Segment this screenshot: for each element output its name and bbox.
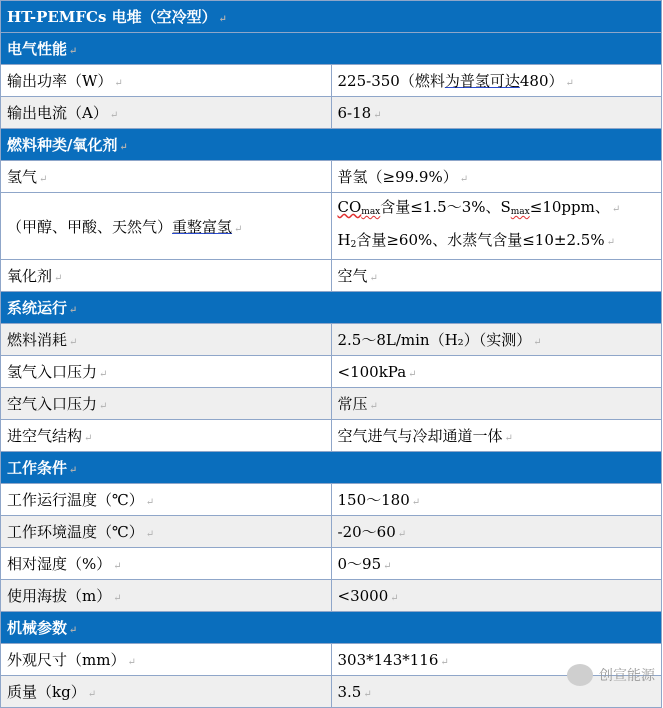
table-row bbox=[1, 193, 662, 260]
label-air-structure: 进空气结构 ↵ bbox=[1, 420, 332, 452]
watermark bbox=[567, 664, 655, 686]
label-power: 输出功率（W） ↵ bbox=[1, 65, 332, 97]
table-row bbox=[1, 644, 662, 676]
section-row bbox=[1, 33, 662, 65]
value-dimensions: 303*143*116 ↵ bbox=[331, 644, 662, 676]
value-consumption: 2.5～8L/min（H₂）（实测） ↵ bbox=[331, 324, 662, 356]
value-env-temp: -20～60 ↵ bbox=[331, 516, 662, 548]
table-row bbox=[1, 356, 662, 388]
label-altitude: 使用海拔（m） ↵ bbox=[1, 580, 332, 612]
label-mass: 质量（kg） ↵ bbox=[1, 676, 332, 708]
chat-bubble-icon bbox=[567, 664, 593, 686]
label-env-temp: 工作环境温度（℃） ↵ bbox=[1, 516, 332, 548]
table-row bbox=[1, 484, 662, 516]
label-consumption: 燃料消耗 ↵ bbox=[1, 324, 332, 356]
table-row bbox=[1, 97, 662, 129]
section-electrical: 电气性能 ↵ bbox=[1, 33, 662, 65]
section-conditions: 工作条件 ↵ bbox=[1, 452, 662, 484]
label-h2-pressure: 氢气入口压力 ↵ bbox=[1, 356, 332, 388]
value-air-pressure: 常压 ↵ bbox=[331, 388, 662, 420]
value-op-temp: 150～180 ↵ bbox=[331, 484, 662, 516]
section-system: 系统运行 ↵ bbox=[1, 292, 662, 324]
watermark-text: 创宣能源 bbox=[599, 668, 655, 684]
value-mass: 3.5 ↵ bbox=[331, 676, 662, 708]
value-oxidant: 空气 ↵ bbox=[331, 260, 662, 292]
label-oxidant: 氧化剂 ↵ bbox=[1, 260, 332, 292]
label-reformed: （甲醇、甲酸、天然气）重整富氢 ↵ bbox=[1, 193, 332, 260]
section-mechanical: 机械参数 ↵ bbox=[1, 612, 662, 644]
table-row bbox=[1, 580, 662, 612]
label-humidity: 相对湿度（%） ↵ bbox=[1, 548, 332, 580]
value-hydrogen: 普氢（≥99.9%） ↵ bbox=[331, 161, 662, 193]
label-dimensions: 外观尺寸（mm） ↵ bbox=[1, 644, 332, 676]
section-row bbox=[1, 292, 662, 324]
label-op-temp: 工作运行温度（℃） ↵ bbox=[1, 484, 332, 516]
value-humidity: 0～95 ↵ bbox=[331, 548, 662, 580]
label-current: 输出电流（A） ↵ bbox=[1, 97, 332, 129]
value-altitude: <3000 ↵ bbox=[331, 580, 662, 612]
section-fuel: 燃料种类/氧化剂 ↵ bbox=[1, 129, 662, 161]
value-reformed: $CO_{max}$含量≤1.5～3%、$S_{max}\le 10ppm$、 ↵ $H_2$含量≥60%、水蒸气含量≤10±2.5% ↵ bbox=[331, 193, 662, 260]
label-hydrogen: 氢气 ↵ bbox=[1, 161, 332, 193]
table-row bbox=[1, 676, 662, 708]
value-current: 6-18 ↵ bbox=[331, 97, 662, 129]
section-row bbox=[1, 612, 662, 644]
table-row bbox=[1, 260, 662, 292]
table-title: HT-PEMFCs 电堆（空冷型） ↵ bbox=[1, 1, 662, 33]
table-row bbox=[1, 65, 662, 97]
section-row bbox=[1, 129, 662, 161]
value-air-structure: 空气进气与冷却通道一体 ↵ bbox=[331, 420, 662, 452]
table-row bbox=[1, 420, 662, 452]
table-row bbox=[1, 388, 662, 420]
table-row bbox=[1, 324, 662, 356]
section-row bbox=[1, 452, 662, 484]
title-row bbox=[1, 1, 662, 33]
value-power: 225-350（燃料为普氢可达480） ↵ bbox=[331, 65, 662, 97]
table-row bbox=[1, 516, 662, 548]
label-air-pressure: 空气入口压力 ↵ bbox=[1, 388, 332, 420]
table-row bbox=[1, 548, 662, 580]
value-h2-pressure: <100kPa ↵ bbox=[331, 356, 662, 388]
table-row bbox=[1, 161, 662, 193]
